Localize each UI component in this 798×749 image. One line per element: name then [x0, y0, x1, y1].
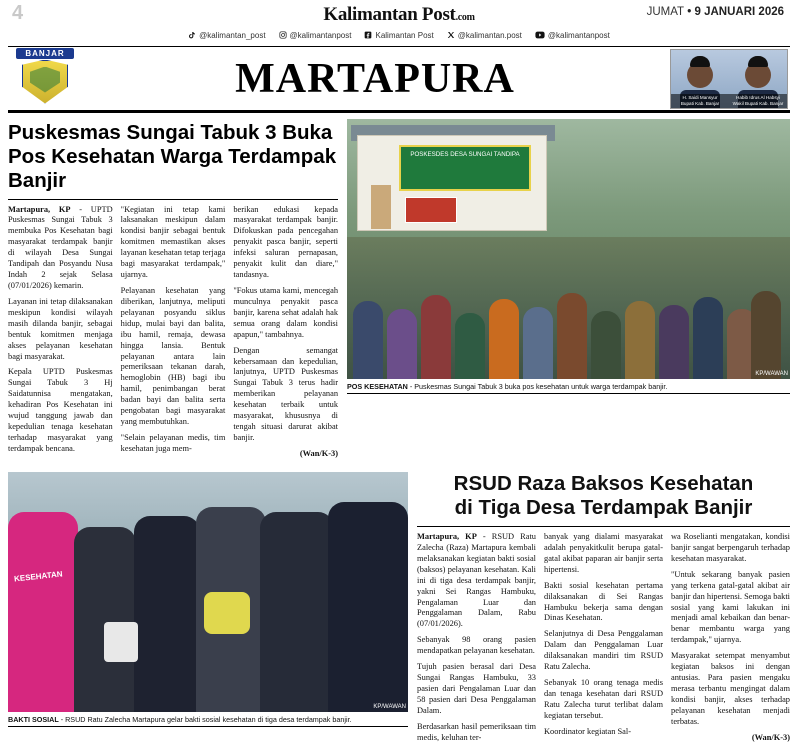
caption-text: - Puskesmas Sungai Tabuk 3 buka pos kesehatan untuk warga terdampak banjir. [409, 382, 668, 391]
facebook-icon [364, 31, 372, 39]
regional-leaders-photo [670, 49, 788, 109]
volunteer-person [8, 512, 78, 712]
paragraph: Martapura, KP - UPTD Puskesmas Sungai Tabuk 3 membuka Pos Kesehatan bagi masyarakat terdampak banjir di wilayah Desa Sungai Tandipah dan Posyandu Nusa Indah 2 sejak Selasa (07/01/2026) kemarin. [8, 204, 113, 291]
x-twitter-icon [447, 31, 455, 39]
paragraph: Dengan semangat kebersamaan dan kepedulian, lanjutnya, UPTD Puskesmas Sungai Tabuk 3 terus hadir memberikan pelayanan kesehatan terbaik untuk masyarakat, khususnya di tengah situasi darurat akibat banjir. [233, 345, 339, 442]
social-youtube-handle: @kalimantanpost [547, 30, 610, 40]
paragraph: Sebanyak 10 orang tenaga medis dan tenaga kesehatan dari RSUD Ratu Zalecha turut terlibat dalam kegiatan tersebut. [544, 678, 663, 720]
article-top-headline: Puskesmas Sungai Tabuk 3 Buka Pos Kesehatan Warga Terdampak Banjir [8, 121, 337, 193]
pos-kesehatan-photo [347, 119, 790, 379]
person [557, 293, 587, 379]
headline-line-1: RSUD Raza Baksos Kesehatan [453, 471, 754, 495]
caption-divider [8, 726, 408, 727]
article-top-photo-wrap [347, 119, 790, 465]
leader-1 [671, 50, 729, 108]
article-bottom [8, 472, 790, 749]
paragraph: banyak yang dialami masyarakat adalah penyakitkulit berupa gatal-gatal akibat paparan air banjir serta hipertensi. [544, 532, 663, 574]
paragraph: Sebanyak 98 orang pasien mendapatkan pelayanan kesehatan. [417, 635, 536, 656]
headline-divider [417, 526, 790, 527]
article-bottom-photo-caption [8, 712, 408, 724]
photo-credit: KP/WAWAN [755, 371, 788, 377]
youtube-icon [535, 31, 545, 39]
article-top-text [8, 119, 338, 465]
section-header [8, 47, 790, 113]
white-plastic-bag [104, 622, 138, 662]
masthead [8, 0, 790, 26]
yellow-bag [204, 592, 250, 634]
poskesdes-banner: POSKESDES DESA SUNGAI TANDIPA [399, 145, 531, 191]
vest-text: KESEHATAN [13, 569, 63, 584]
publication-name: Kalimantan Post [323, 4, 456, 25]
leader-2-portrait [745, 62, 771, 88]
building-door [371, 185, 391, 229]
article-bottom-byline: (Wan/K-3) [751, 732, 790, 742]
article-bottom-col-2 [544, 532, 663, 749]
paragraph: Layanan ini tetap dilaksanakan meskipun kondisi wilayah masih dilanda banjir, sebagai bentuk komitmen menjaga akses pelayanan kesehatan bagi masyarakat. [8, 296, 113, 361]
page-number: 4 [12, 2, 24, 24]
article-top-byline: (Wan/K-3) [299, 448, 339, 458]
article-bottom-col-3 [671, 532, 790, 749]
headline-divider [8, 199, 338, 200]
dateline: JUMAT • 9 JANUARI 2026 [646, 6, 784, 18]
caption-divider [347, 393, 790, 394]
caption-lead: BAKTI SOSIAL [8, 714, 59, 724]
article-top-col-2 [121, 205, 226, 465]
photo-credit: KP/WAWAN [373, 703, 406, 710]
social-tiktok[interactable] [188, 31, 265, 40]
social-facebook-handle: Kalimantan Post [375, 30, 434, 40]
crowd-of-residents [347, 229, 790, 379]
paragraph: wa Roselianti mengatakan, kondisi banjir sangat berpengaruh terhadap kesehatan masyarakat. [671, 532, 790, 563]
leader-1-name: H. Saidi Mansyur [682, 95, 718, 101]
instagram-icon [279, 31, 287, 39]
paragraph: Kepala UPTD Puskesmas Sungai Tabuk 3 Hj Saidatunnisa mengatakan, kehadiran Pos Kesehatan ini wujud tanggung jawab dan kepedulian tenaga kesehatan terhadap masyarakat yang terdampak bencana. [8, 367, 113, 453]
paragraph: "Fokus utama kami, mencegah munculnya penyakit pasca banjir, karena sehat adalah hak semua orang dalam kondisi apapun," tambahnya. [233, 286, 339, 339]
article-bottom-columns [417, 532, 790, 749]
person [421, 295, 451, 379]
person [260, 512, 334, 712]
paragraph: Martapura, KP - RSUD Ratu Zalecha (Raza) Martapura kembali melaksanakan kegiatan bakti sosial (baksos) pelayanan kesehatan. Kali ini di tiga desa terdampak banjir, yakni Sei Rangas Hambuku, Pengalaman Luar dan Penggalaman Dalam, Rabu (07/01/2026). [417, 532, 536, 629]
banjar-logo [10, 48, 80, 110]
paragraph: Pelayanan kesehatan yang diberikan, lanjutnya, meliputi pelayanan posyandu siklus hidup, mulai bayi dan balita, ibu hamil, remaja, dewasa hingga lansia. Bentuk pelayanan antara lain pemeriksaan tekanan darah, hemoglobin (HB) bagi ibu hamil, penimbangan berat badan bayi dan balita serta pengobatan bagi masyarakat yang membutuhkan. [120, 286, 226, 427]
person [489, 299, 519, 379]
person [455, 313, 485, 379]
person [328, 502, 408, 712]
leader-1-caption [671, 94, 729, 107]
article-bottom-headline [417, 472, 790, 521]
paragraph: Tujuh pasien berasal dari Desa Sungai Rangas Hambuku, 33 pasien dari Pengalaman Luar dan 58 pasien dari Desa Penggalaman Dalam. [417, 662, 536, 715]
bakti-sosial-photo [8, 472, 408, 712]
paragraph: Berdasarkan hasil pemeriksaan tim medis, keluhan ter- [417, 721, 536, 742]
leader-2-caption [729, 94, 787, 107]
person [353, 301, 383, 379]
person [693, 297, 723, 379]
article-bottom-text [417, 472, 790, 749]
article-top [8, 119, 790, 465]
social-tiktok-handle: @kalimantan_post [199, 30, 266, 40]
article-bottom-photo-wrap [8, 472, 408, 749]
tiktok-icon [188, 31, 196, 39]
person [134, 516, 200, 712]
person [387, 309, 417, 379]
paragraph: "Selain pelayanan medis, tim kesehatan juga mem- [120, 433, 226, 453]
leader-1-portrait [687, 62, 713, 88]
person [751, 291, 781, 379]
social-x[interactable] [447, 31, 522, 40]
person [523, 307, 553, 379]
paragraph: Bakti sosial kesehatan pertama dilaksanakan di Sei Rangas Hambuku bekerja sama dengan Dinas Kesehatan. [544, 580, 663, 623]
article-top-col-3 [233, 205, 338, 465]
publication-domain: .com [455, 12, 475, 23]
leader-2-name: Habib Idrus Al Habsyi [736, 95, 780, 101]
social-facebook[interactable] [364, 31, 433, 40]
paragraph: Masyarakat setempat menyambut kegiatan baksos ini dengan antusias. Para pasien mengaku merasa terbantu mengingat dalam kondisi banjir, akses terhadap pelayanan kesehatan menjadi terbatas. [671, 651, 790, 726]
leader-1-role: Bupati Kab. Banjar [680, 100, 720, 106]
caption-lead: POS KESEHATAN [347, 382, 408, 391]
paragraph: "Kegiatan ini tetap kami laksanakan meskipun dalam kondisi banjir sebagai bentuk komitmen memastikan akses layanan kesehatan tetap terjaga bagi masyarakat terdampak," ujarnya. [120, 204, 226, 280]
paragraph: Koordinator kegiatan Sal- [544, 726, 631, 736]
social-x-handle: @kalimantan.post [457, 30, 522, 40]
article-top-columns [8, 205, 338, 465]
person [74, 527, 136, 712]
person [659, 305, 689, 379]
headline-line-2: di Tiga Desa Terdampak Banjir [454, 496, 753, 520]
paragraph: "Untuk sekarang banyak pasien yang terkena gatal-gatal akibat air banjir dan hipertensi. Semoga bakti sosial yang kami lakukan ini menjadi amal kebaikan dan benar-benar membantu warga yang terdampak," ujarnya. [671, 569, 790, 645]
dateline-day: JUMAT [646, 6, 685, 18]
paragraph: berikan edukasi kepada masyarakat terdampak banjir. Difokuskan pada pencegahan penyakit pasca banjir, seperti infeksi saluran pernapasan, penyakit kulit dan diare," tandasnya. [233, 204, 339, 280]
caption-text: - RSUD Ratu Zalecha Martapura gelar bakti sosial kesehatan di tiga desa terdampak banjir. [60, 714, 352, 724]
article-top-col-1 [8, 205, 113, 465]
article-top-photo-caption [347, 379, 790, 391]
banjar-logo-label: BANJAR [16, 48, 73, 59]
leader-2 [729, 50, 787, 108]
leader-2-role: Wakil Bupati Kab. Banjar [732, 100, 784, 106]
banjar-crest-icon [22, 60, 68, 104]
paragraph: Selanjutnya di Desa Penggalaman Dalam dan Penggalaman Luar dilaksanakan mandiri tim RSUD Ratu Zalecha. [544, 629, 663, 672]
article-bottom-col-1 [417, 532, 536, 749]
social-instagram[interactable] [279, 31, 352, 40]
social-instagram-handle: @kalimantanpost [289, 30, 352, 40]
person [591, 311, 621, 379]
person [625, 301, 655, 379]
publication-title [323, 4, 474, 26]
social-handles-bar [8, 26, 790, 44]
section-title: MARTAPURA [235, 55, 515, 102]
red-sign [405, 197, 457, 223]
social-youtube[interactable] [535, 31, 610, 40]
dateline-date: 9 JANUARI 2026 [694, 6, 784, 18]
